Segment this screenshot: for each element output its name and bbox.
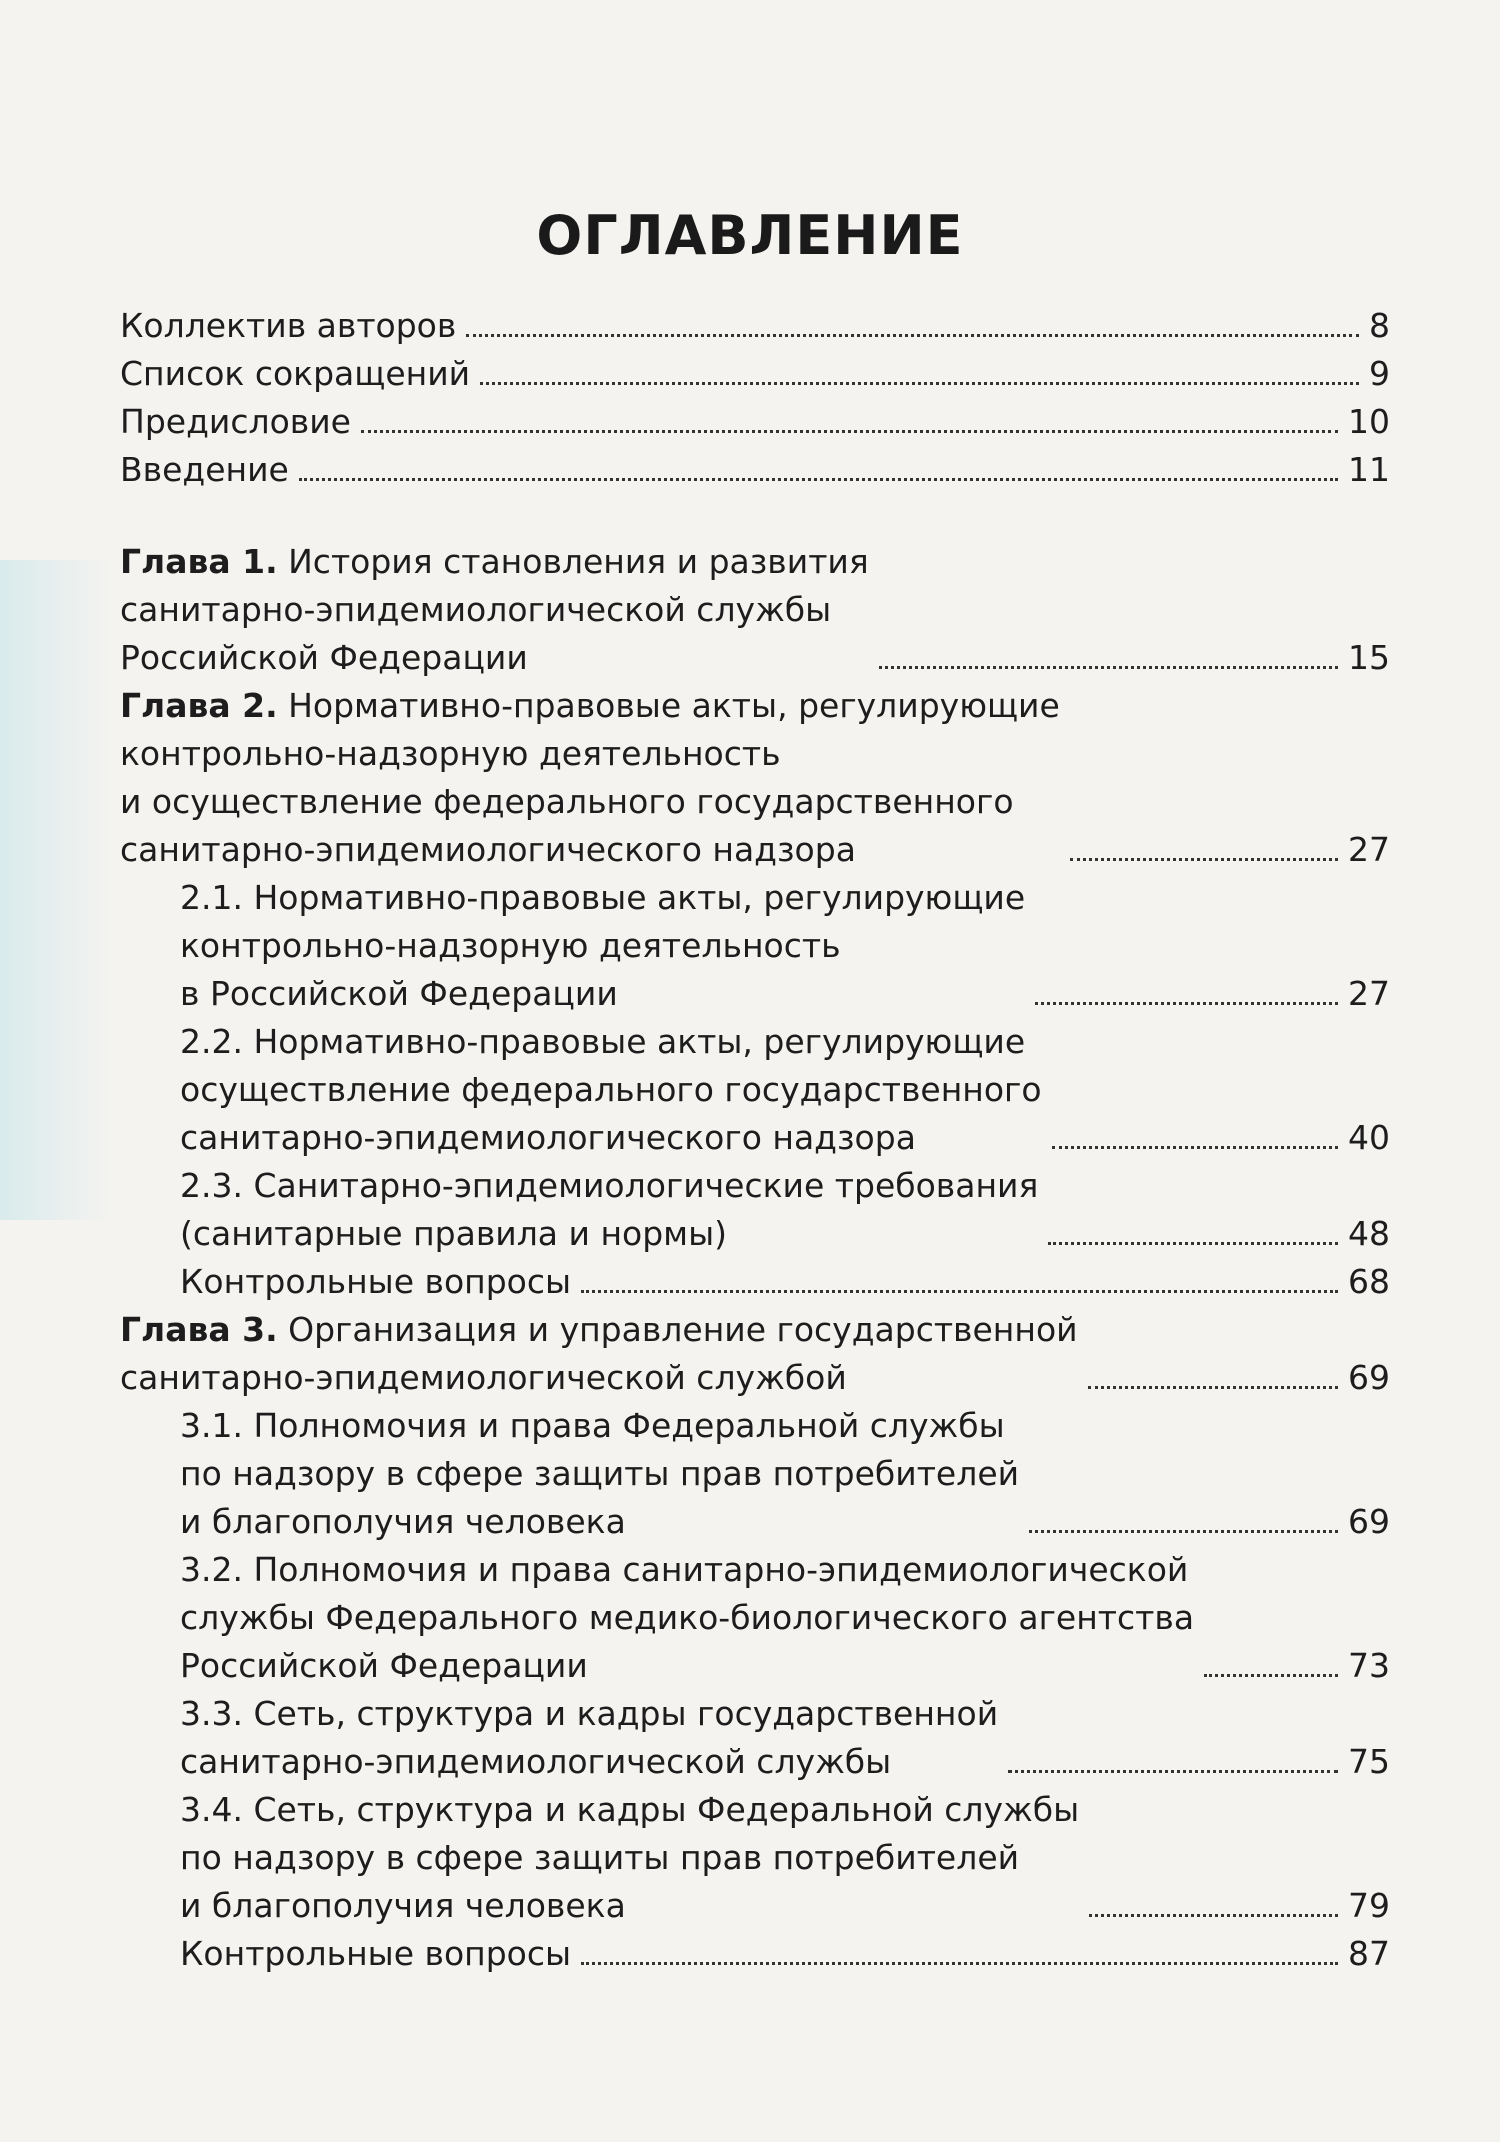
toc-entry-label: Коллектив авторов — [120, 306, 457, 345]
chapter-title-line: Организация и управление государственной — [288, 1310, 1078, 1349]
section-title-line: по надзору в сфере защиты прав потребителей — [180, 1838, 1020, 1877]
dot-leader — [1008, 1770, 1338, 1773]
table-of-contents — [120, 302, 1390, 1978]
toc-chapter-2[interactable] — [120, 682, 1390, 874]
section-title-line: 2.3. Санитарно-эпидемиологические требования — [180, 1166, 1039, 1205]
dot-leader — [1204, 1674, 1338, 1677]
toc-section-2-questions[interactable] — [180, 1258, 1390, 1306]
chapter-title-line: и осуществление федерального государственного — [120, 782, 1014, 821]
chapter-title-line: санитарно-эпидемиологической службой — [120, 1358, 847, 1397]
toc-page-number: 9 — [1369, 354, 1390, 393]
toc-entry-authors[interactable] — [120, 302, 1390, 350]
toc-entry-abbreviations[interactable] — [120, 350, 1390, 398]
dot-leader — [581, 1290, 1338, 1293]
toc-page-number: 27 — [1348, 830, 1390, 869]
toc-page-number: 69 — [1348, 1358, 1390, 1397]
toc-page-number: 10 — [1348, 402, 1390, 441]
dot-leader — [581, 1962, 1338, 1965]
toc-page-number: 87 — [1348, 1934, 1390, 1973]
chapter-title-line: Нормативно-правовые акты, регулирующие — [288, 686, 1060, 725]
chapter-title-line: контрольно-надзорную деятельность — [120, 734, 781, 773]
section-title-line: в Российской Федерации — [180, 974, 618, 1013]
spacer — [120, 494, 1390, 538]
toc-chapter-3[interactable] — [120, 1306, 1390, 1402]
toc-entry-label: Список сокращений — [120, 354, 471, 393]
section-title-line: осуществление федерального государственного — [180, 1070, 1042, 1109]
section-title-line: Контрольные вопросы — [180, 1262, 572, 1301]
toc-page-number: 8 — [1369, 306, 1390, 345]
toc-page-number: 27 — [1348, 974, 1390, 1013]
toc-section-2-1[interactable] — [180, 874, 1390, 1018]
dot-leader — [466, 334, 1359, 337]
toc-page-number: 75 — [1348, 1742, 1390, 1781]
dot-leader — [1029, 1530, 1338, 1533]
toc-section-3-questions[interactable] — [180, 1930, 1390, 1978]
section-title-line: по надзору в сфере защиты прав потребителей — [180, 1454, 1020, 1493]
chapter-prefix: Глава 1. — [120, 542, 278, 581]
toc-entry-label: Введение — [120, 450, 289, 489]
page-title: ОГЛАВЛЕНИЕ — [536, 204, 964, 267]
dot-leader — [1070, 858, 1338, 861]
dot-leader — [361, 430, 1338, 433]
chapter-title-line: санитарно-эпидемиологического надзора — [120, 830, 856, 869]
toc-entry-introduction[interactable] — [120, 446, 1390, 494]
chapter-title-line: Российской Федерации — [120, 638, 528, 677]
toc-page-number: 79 — [1348, 1886, 1390, 1925]
dot-leader — [1052, 1146, 1338, 1149]
dot-leader — [299, 478, 1338, 481]
toc-section-3-4[interactable] — [180, 1786, 1390, 1930]
section-title-line: Контрольные вопросы — [180, 1934, 572, 1973]
section-title-line: и благополучия человека — [180, 1502, 626, 1541]
section-title-line: контрольно-надзорную деятельность — [180, 926, 841, 965]
toc-page-number: 68 — [1348, 1262, 1390, 1301]
toc-page-number: 69 — [1348, 1502, 1390, 1541]
dot-leader — [1088, 1386, 1338, 1389]
toc-section-3-1[interactable] — [180, 1402, 1390, 1546]
page-edge-tint — [0, 560, 112, 1220]
section-title-line: службы Федерального медико-биологического агентства — [180, 1598, 1195, 1637]
section-title-line: (санитарные правила и нормы) — [180, 1214, 727, 1253]
toc-page-number: 73 — [1348, 1646, 1390, 1685]
section-title-line: 3.4. Сеть, структура и кадры Федеральной службы — [180, 1790, 1080, 1829]
toc-section-3-3[interactable] — [180, 1690, 1390, 1786]
toc-page-number: 48 — [1348, 1214, 1390, 1253]
toc-section-2-3[interactable] — [180, 1162, 1390, 1258]
section-title-line: Российской Федерации — [180, 1646, 588, 1685]
dot-leader — [1035, 1002, 1338, 1005]
dot-leader — [480, 382, 1359, 385]
toc-page-number: 15 — [1348, 638, 1390, 677]
toc-entry-label: Предисловие — [120, 402, 351, 441]
chapter-prefix: Глава 2. — [120, 686, 278, 725]
section-title-line: 3.3. Сеть, структура и кадры государственной — [180, 1694, 999, 1733]
section-title-line: и благополучия человека — [180, 1886, 626, 1925]
section-title-line: 2.1. Нормативно-правовые акты, регулирующие — [180, 878, 1026, 917]
chapter-prefix: Глава 3. — [120, 1310, 278, 1349]
chapter-title-line: История становления и развития — [288, 542, 869, 581]
dot-leader — [1089, 1914, 1338, 1917]
toc-section-2-2[interactable] — [180, 1018, 1390, 1162]
section-title-line: 2.2. Нормативно-правовые акты, регулирующие — [180, 1022, 1026, 1061]
section-title-line: 3.1. Полномочия и права Федеральной службы — [180, 1406, 1005, 1445]
dot-leader — [1048, 1242, 1338, 1245]
toc-section-3-2[interactable] — [180, 1546, 1390, 1690]
dot-leader — [879, 666, 1338, 669]
section-title-line: 3.2. Полномочия и права санитарно-эпидемиологической — [180, 1550, 1189, 1589]
section-title-line: санитарно-эпидемиологического надзора — [180, 1118, 916, 1157]
chapter-title-line: санитарно-эпидемиологической службы — [120, 590, 832, 629]
toc-page-number: 40 — [1348, 1118, 1390, 1157]
toc-entry-preface[interactable] — [120, 398, 1390, 446]
section-title-line: санитарно-эпидемиологической службы — [180, 1742, 892, 1781]
toc-page-number: 11 — [1348, 450, 1390, 489]
toc-chapter-1[interactable] — [120, 538, 1390, 682]
